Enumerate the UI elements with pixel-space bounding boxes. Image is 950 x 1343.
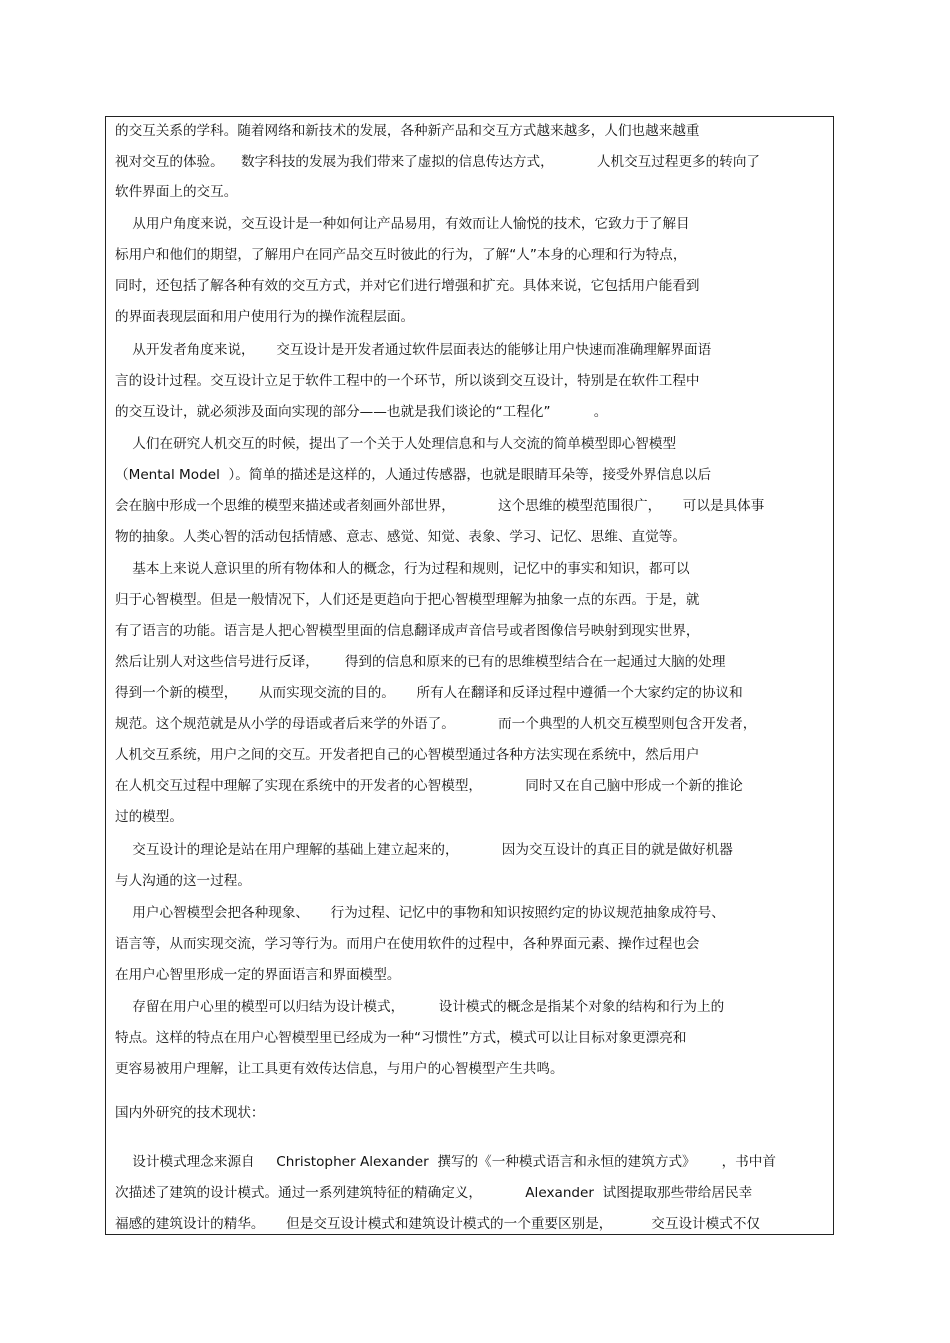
text-line: 设计模式理念来源自 Christopher Alexander 撰写的《一种模式语言和永恒的建筑方式》 ，书中首 [115, 1154, 776, 1170]
text-line: 在人机交互过程中理解了实现在系统中的开发者的心智模型， 同时又在自己脑中形成一个新的推论 [115, 778, 743, 794]
text-line: 用户心智模型会把各种现象、 行为过程、记忆中的事物和知识按照约定的协议规范抽象成符号、 [115, 905, 725, 921]
text-line: 人机交互系统，用户之间的交互。开发者把自己的心智模型通过各种方法实现在系统中，然后用户 [115, 747, 700, 763]
text-line: 特点。这样的特点在用户心智模型里已经成为一种“习惯性”方式，模式可以让目标对象更漂亮和 [115, 1030, 687, 1046]
text-line: 得到一个新的模型， 从而实现交流的目的。 所有人在翻译和反译过程中遵循一个大家约定的协议和 [115, 685, 743, 701]
text-line: （Mental Model ）。简单的描述是这样的，人通过传感器，也就是眼睛耳朵等，接受外界信息以后 [115, 467, 712, 483]
text-line: 然后让别人对这些信号进行反译， 得到的信息和原来的已有的思维模型结合在一起通过大脑的处理 [115, 654, 726, 670]
text-line: 存留在用户心里的模型可以归结为设计模式， 设计模式的概念是指某个对象的结构和行为上的 [115, 999, 725, 1015]
text-line: 言的设计过程。交互设计立足于软件工程中的一个环节，所以谈到交互设计，特别是在软件工程中 [115, 373, 700, 389]
text-line: 国内外研究的技术现状： [115, 1105, 265, 1121]
text-line: 有了语言的功能。语言是人把心智模型里面的信息翻译成声音信号或者图像信号映射到现实世界， [115, 623, 700, 639]
text-line: 与人沟通的这一过程。 [115, 873, 251, 889]
text-line: 会在脑中形成一个思维的模型来描述或者刻画外部世界， 这个思维的模型范围很广， 可以是具体事 [115, 498, 765, 514]
text-line: 的界面表现层面和用户使用行为的操作流程层面。 [115, 309, 415, 325]
text-line: 过的模型。 [115, 809, 183, 825]
text-line: 规范。这个规范就是从小学的母语或者后来学的外语了。 而一个典型的人机交互模型则包含开发者， [115, 716, 757, 732]
text-line: 福感的建筑设计的精华。 但是交互设计模式和建筑设计模式的一个重要区别是， 交互设计模式不仅 [115, 1216, 761, 1232]
text-line: 归于心智模型。但是一般情况下，人们还是更趋向于把心智模型理解为抽象一点的东西。于是，就 [115, 592, 700, 608]
text-line: 物的抽象。人类心智的活动包括情感、意志、感觉、知觉、表象、学习、记忆、思维、直觉等。 [115, 529, 686, 545]
text-line: 次描述了建筑的设计模式。通过一系列建筑特征的精确定义， Alexander 试图提取那些带给居民幸 [115, 1185, 753, 1201]
text-line: 从开发者角度来说， 交互设计是开发者通过软件层面表达的能够让用户快速而准确理解界面语 [115, 342, 712, 358]
text-line: 基本上来说人意识里的所有物体和人的概念，行为过程和规则，记忆中的事实和知识，都可以 [115, 561, 690, 577]
text-line: 从用户角度来说，交互设计是一种如何让产品易用，有效而让人愉悦的技术，它致力于了解目 [115, 216, 690, 232]
text-line: 语言等，从而实现交流，学习等行为。而用户在使用软件的过程中，各种界面元素、操作过程也会 [115, 936, 700, 952]
text-line: 视对交互的体验。 数字科技的发展为我们带来了虚拟的信息传达方式， 人机交互过程更多的转向了 [115, 154, 761, 170]
text-line: 更容易被用户理解，让工具更有效传达信息，与用户的心智模型产生共鸣。 [115, 1061, 564, 1077]
text-line: 的交互关系的学科。随着网络和新技术的发展，各种新产品和交互方式越来越多，人们也越来越重 [115, 123, 700, 139]
text-line: 的交互设计，就必须涉及面向实现的部分——也就是我们谈论的“工程化” 。 [115, 404, 608, 420]
text-line: 标用户和他们的期望，了解用户在同产品交互时彼此的行为，了解“人”本身的心理和行为特点， [115, 247, 687, 263]
text-line: 人们在研究人机交互的时候，提出了一个关于人处理信息和与人交流的简单模型即心智模型 [115, 436, 677, 452]
text-line: 软件界面上的交互。 [115, 184, 238, 200]
text-line: 同时，还包括了解各种有效的交互方式，并对它们进行增强和扩充。具体来说，它包括用户能看到 [115, 278, 700, 294]
text-line: 交互设计的理论是站在用户理解的基础上建立起来的， 因为交互设计的真正目的就是做好机器 [115, 842, 733, 858]
text-line: 在用户心智里形成一定的界面语言和界面模型。 [115, 967, 401, 983]
